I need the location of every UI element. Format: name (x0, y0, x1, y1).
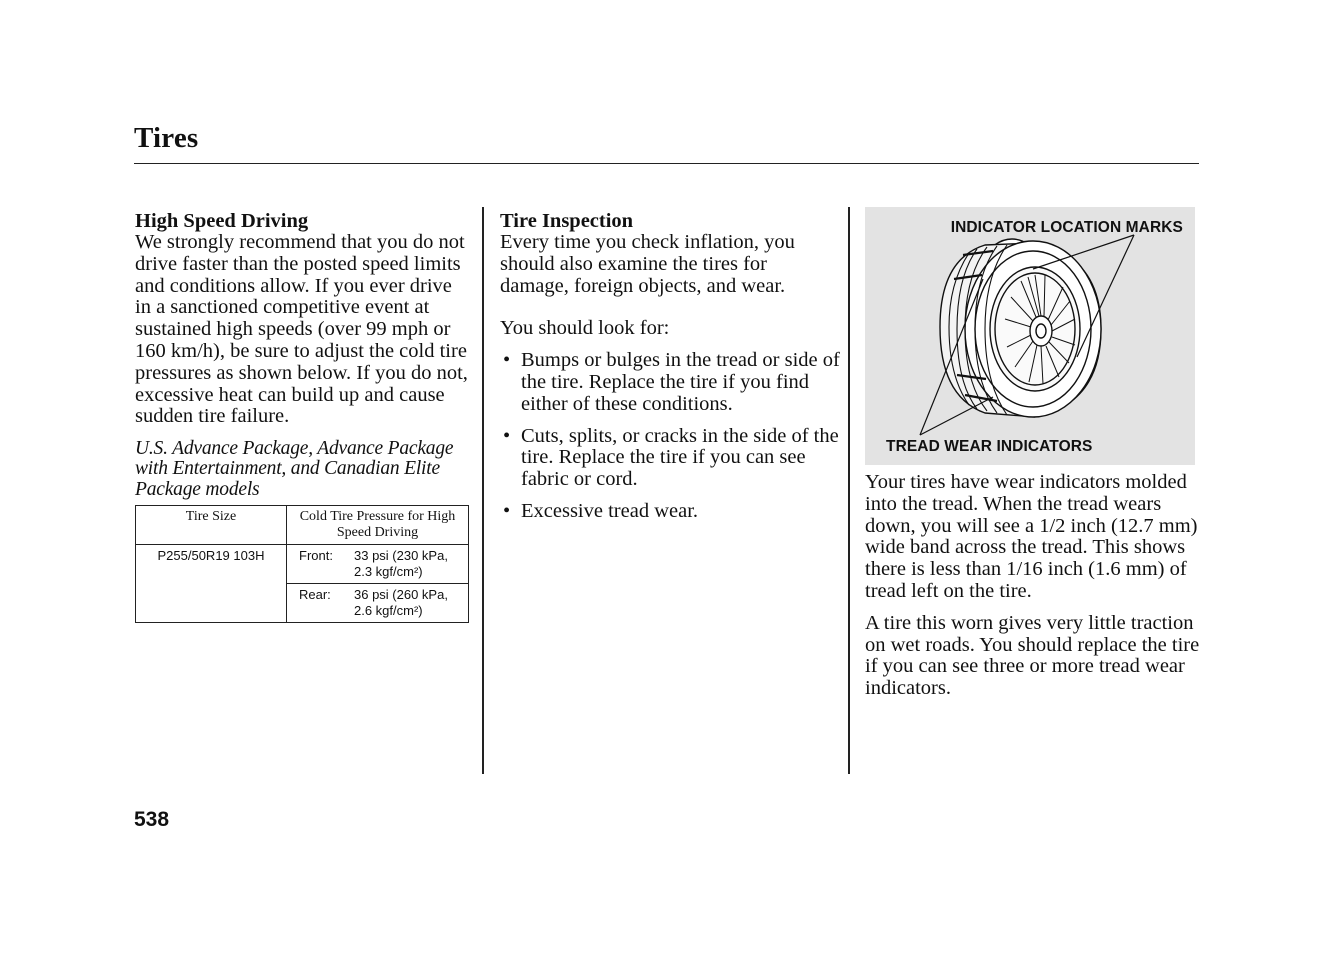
inspection-list (500, 350, 840, 523)
column-divider-2 (848, 207, 850, 774)
wear-indicators-text: Your tires have wear indicators molded into the tread. When the tread wears down, you will see a 1/2 inch (12.7 mm) wide band across the tread. This shows there is less than 1/16 inch (1.6 mm) of tread left on the tire. (865, 471, 1198, 602)
rear-value-line1: 36 psi (260 kPa, (354, 586, 448, 602)
list-item: • Cuts, splits, or cracks in the side of the tire. Replace the tire if you can see fabric or cord. (500, 426, 840, 491)
tread-wear-label: TREAD WEAR INDICATORS (886, 438, 1093, 455)
rear-label: Rear: (299, 586, 331, 602)
column-wear-indicators (865, 208, 1200, 700)
models-note: U.S. Advance Package, Advance Package with Entertainment, and Canadian Elite Package models (135, 438, 454, 500)
section-heading-high-speed: High Speed Driving (135, 210, 309, 232)
front-value-line1: 33 psi (230 kPa, (354, 547, 448, 563)
list-item: • Bumps or bulges in the tread or side of the tire. Replace the tire if you find either of these conditions. (500, 350, 840, 415)
section-heading-tire-inspection: Tire Inspection (500, 210, 634, 232)
look-for-text: You should look for: (500, 317, 670, 340)
header-tire-size: Tire Size (136, 505, 287, 544)
tire-illustration-icon (865, 207, 1195, 465)
rear-value-line2: 2.6 kgf/cm²) (354, 602, 423, 618)
page-title: Tires (134, 122, 199, 154)
front-pressure-cell (287, 544, 469, 583)
header-cold-pressure: Cold Tire Pressure for High Speed Driving (287, 505, 469, 544)
rear-pressure-cell (287, 583, 469, 622)
page-number: 538 (134, 808, 170, 831)
tire-figure (865, 207, 1195, 465)
list-item: • Excessive tread wear. (500, 501, 840, 523)
front-value-line2: 2.3 kgf/cm²) (354, 563, 423, 579)
column-tire-inspection (500, 208, 840, 523)
column-high-speed-driving (135, 208, 470, 623)
indicator-location-label: INDICATOR LOCATION MARKS (950, 219, 1183, 236)
high-speed-body: We strongly recommend that you do not drive faster than the posted speed limits and conditions allow. If you ever drive in a sanctioned competitive event at sustained high speeds (over 99 mph or 160 km/h), be sure to adjust the cold tire pressures as shown below. If you do not, excessive heat can build up and cause sudden tire failure. (135, 231, 468, 428)
table-row (136, 544, 469, 583)
worn-tire-text: A tire this worn gives very little traction on wet roads. You should replace the tire if you can see three or more tread wear indicators. (865, 611, 1200, 700)
table-header-row (136, 505, 469, 544)
column-divider-1 (482, 207, 484, 774)
pressure-table (135, 505, 469, 623)
tire-size-cell: P255/50R19 103H (136, 544, 287, 622)
title-divider (134, 163, 1199, 164)
front-label: Front: (299, 547, 333, 563)
inspection-body: Every time you check inflation, you should also examine the tires for damage, foreign objects, and wear. (500, 231, 795, 297)
